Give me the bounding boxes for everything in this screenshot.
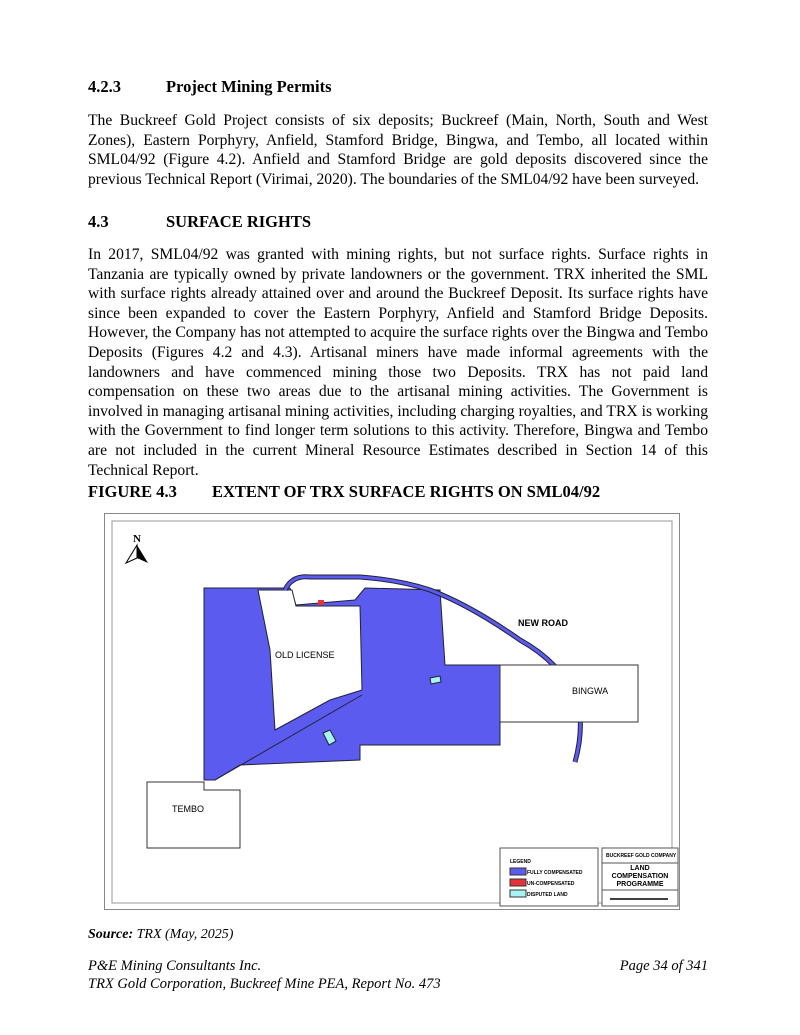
paragraph-line: compensation on these two areas due to the artisanal mining activities. The Government is [88, 383, 708, 401]
figure-label: FIGURE 4.3 [88, 482, 177, 501]
legend-item: DISPUTED LAND [527, 892, 568, 898]
title-block-title: LAND COMPENSATION PROGRAMME [611, 865, 669, 888]
paragraph-surface-rights [88, 245, 708, 480]
legend-item: UN-COMPENSATED [527, 881, 575, 887]
footer-report: TRX Gold Corporation, Buckreef Mine PEA, Report No. 473 [88, 976, 441, 992]
paragraph-line: Zones), Eastern Porphyry, Anfield, Stamford Bridge, Bingwa, and Tembo, all located within [88, 131, 708, 149]
paragraph-project-mining-permits [88, 111, 708, 189]
title-block-company: BUCKREEF GOLD COMPANY [606, 853, 677, 859]
bingwa-area [500, 665, 638, 722]
source-text: TRX (May, 2025) [133, 927, 234, 942]
legend-item: FULLY COMPENSATED [527, 870, 583, 876]
figure-title: EXTENT OF TRX SURFACE RIGHTS ON SML04/92 [212, 482, 601, 501]
tembo-label: TEMBO [172, 804, 205, 814]
map-legend [500, 848, 598, 906]
paragraph-line: Technical Report. [88, 461, 199, 479]
paragraph-line: previous Technical Report (Virimai, 2020). The boundaries of the SML04/92 have been surveyed. [88, 170, 700, 188]
paragraph-line: The Buckreef Gold Project consists of six deposits; Buckreef (Main, North, South and West [88, 112, 708, 129]
uncompensated-parcel [318, 600, 324, 605]
disputed-parcel [430, 676, 441, 684]
new-road-label: NEW ROAD [518, 618, 568, 628]
legend-title: LEGEND [510, 859, 531, 865]
paragraph-line: Tanzania are typically owned by private landowners or the government. TRX inherited the SML [88, 265, 708, 283]
paragraph-line: landowners and have commenced mining those two Deposits. TRX has not paid land [88, 363, 708, 381]
paragraph-line: since been expanded to cover the Eastern Porphyry, Anfield and Stamford Bridge Deposits. [88, 304, 708, 322]
old-license-label: OLD LICENSE [275, 650, 335, 660]
tembo-area [147, 782, 240, 848]
bingwa-label: BINGWA [572, 686, 609, 696]
paragraph-line: involved in managing artisanal mining activities, including charging royalties, and TRX is working [88, 402, 708, 420]
paragraph-line: are not included in the current Mineral Resource Estimates described in Section 14 of this [88, 441, 708, 459]
paragraph-line: with surface rights already attained over and around the Buckreef Deposit. Its surface rights have [88, 285, 708, 303]
paragraph-line: In 2017, SML04/92 was granted with mining rights, but not surface rights. Surface rights in [88, 246, 708, 263]
paragraph-line: SML04/92 (Figure 4.2). Anfield and Stamford Bridge are gold deposits discovered since the [88, 151, 708, 169]
section-heading-title: SURFACE RIGHTS [166, 212, 312, 231]
surface-rights-map [104, 513, 680, 910]
paragraph-line: However, the Company has not attempted to acquire the surface rights over the Bingwa and Tembo [88, 324, 708, 342]
paragraph-line: Deposits (Figures 4.2 and 4.3). Artisanal miners have made informal agreements with the [88, 343, 708, 361]
north-label: N [133, 533, 141, 545]
source-label: Source: [88, 927, 134, 942]
figure-source [88, 927, 233, 943]
section-heading-title: Project Mining Permits [166, 77, 332, 96]
footer-company: P&E Mining Consultants Inc. [88, 958, 262, 974]
section-heading-number: 4.2.3 [88, 77, 121, 96]
paragraph-line: with the Government to find longer term solutions to this activity. Therefore, Bingwa and Tembo [88, 422, 708, 440]
footer-page-number: Page 34 of 341 [619, 958, 708, 974]
section-heading-number: 4.3 [88, 212, 109, 231]
